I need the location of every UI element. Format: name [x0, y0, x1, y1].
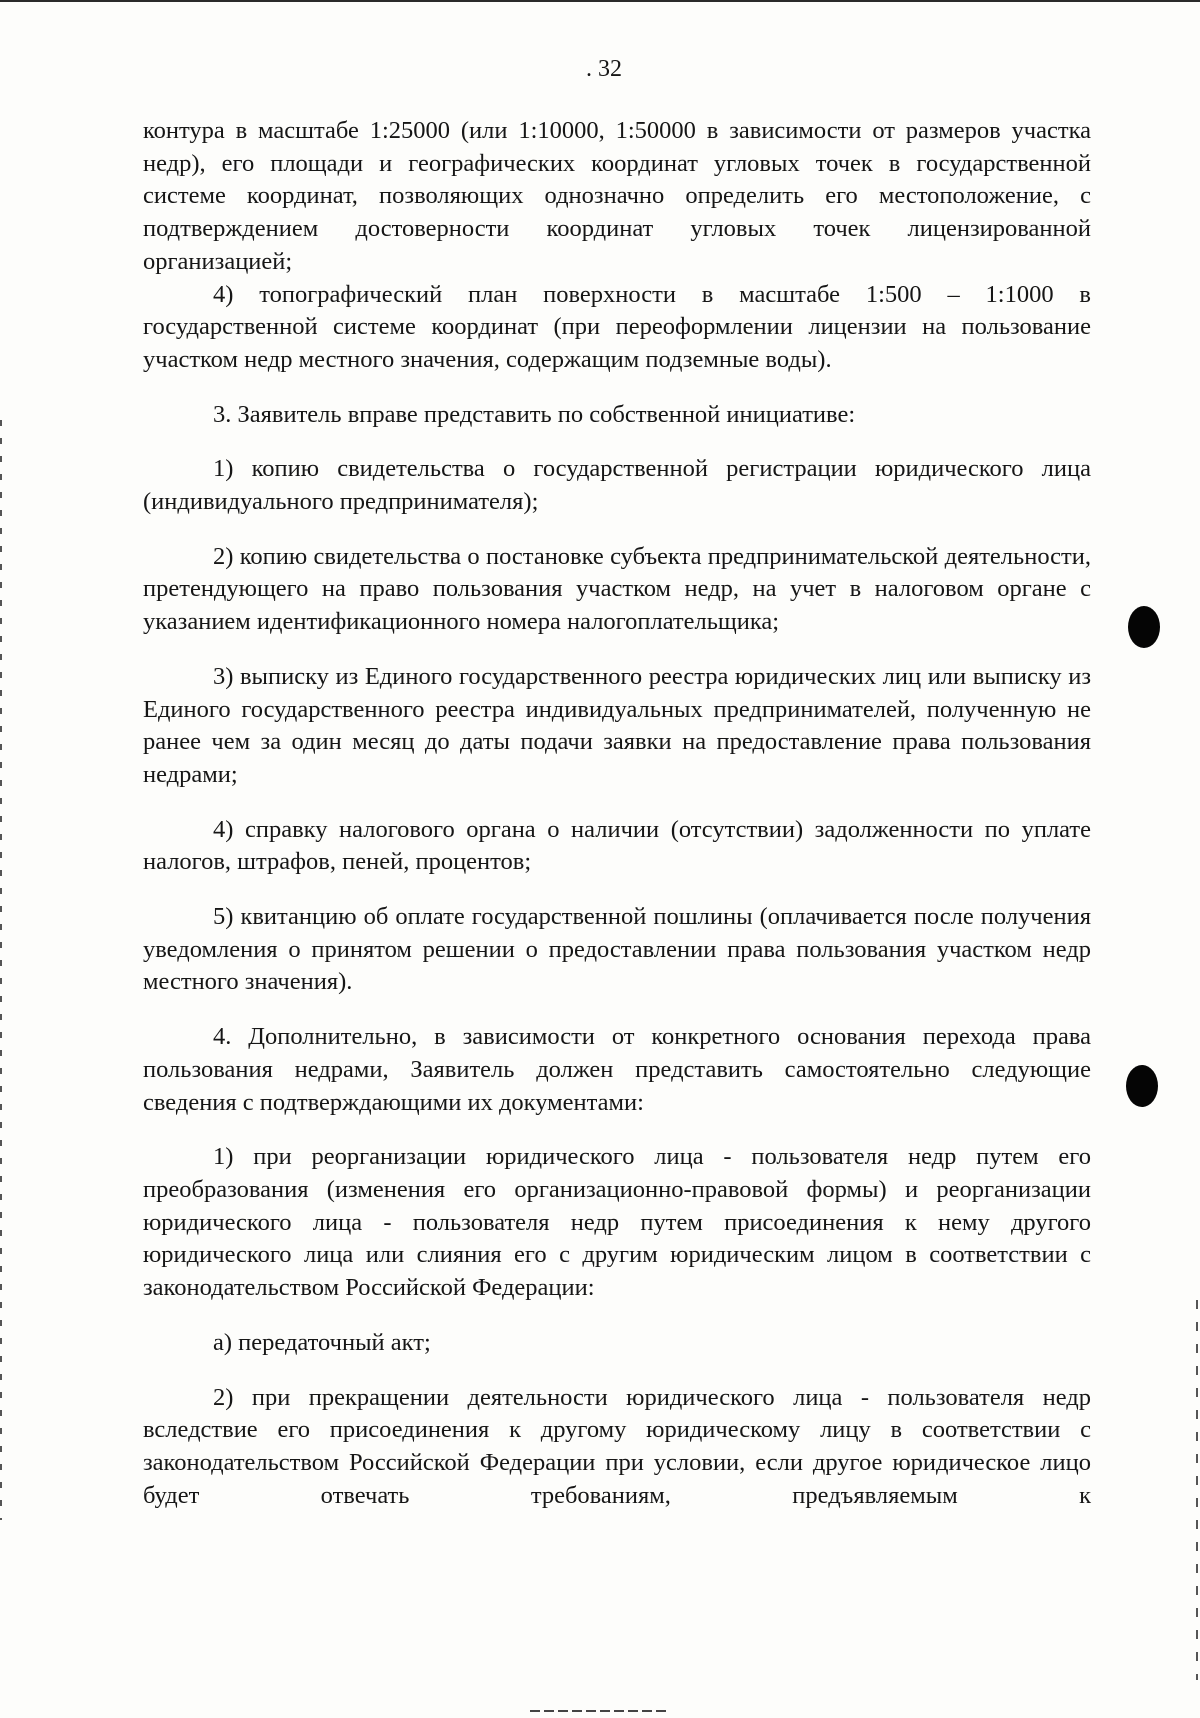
- paragraph-termination: 2) при прекращении деятельности юридического лица - пользователя недр вследствие его присоединения к другому юридическому лицу в соответствии с законодательством Российской Федерации при условии, если другое юридическое лицо будет отвечать требованиям, предъявляемым к: [143, 1383, 1091, 1509]
- scan-right-edge: [1196, 1300, 1198, 1680]
- paragraph-subitem-a: а) передаточный акт;: [213, 1328, 431, 1356]
- scan-top-edge: [0, 0, 1200, 2]
- paragraph-item-5: 5) квитанцию об оплате государственной пошлины (оплачивается после получения уведомления о принятом решении о предоставлении права пользования участком недр местного значения).: [143, 903, 1091, 996]
- paragraph-item-4: 4) справку налогового органа о наличии (отсутствии) задолженности по уплате налогов, штрафов, пеней, процентов;: [143, 815, 1091, 876]
- page-number: . 32: [586, 56, 622, 82]
- scan-left-edge: [0, 420, 2, 1520]
- paragraph-reorganization: 1) при реорганизации юридического лица - пользователя недр путем его преобразования (изменения его организационно-правовой формы) и реорганизации юридического лица - пользователя недр путем присоединения к нему другого юридического лица или слияния его с другим юридическим лицом в соответствии с законодательством Российской Федерации:: [143, 1143, 1091, 1302]
- punch-hole-mark: [1128, 606, 1160, 648]
- paragraph-item-4-topographic-plan: 4) топографический план поверхности в масштабе 1:500 – 1:1000 в государственной системе координат (при переоформлении лицензии на пользование участком недр местного значения, содержащим подземные воды).: [143, 280, 1091, 373]
- punch-hole-mark: [1126, 1065, 1158, 1107]
- paragraph-section-4: 4. Дополнительно, в зависимости от конкретного основания перехода права пользования недрами, Заявитель должен представить самостоятельно следующие сведения с подтверждающими их документами:: [143, 1023, 1091, 1116]
- paragraph-item-2: 2) копию свидетельства о постановке субъекта предпринимательской деятельности, претендующего на право пользования участком недр, на учет в налоговом органе с указанием идентификационного номера налогоплательщика;: [143, 542, 1091, 636]
- paragraph-continuation: контура в масштабе 1:25000 (или 1:10000, 1:50000 в зависимости от размеров участка недр), его площади и географических координат угловых точек в государственной системе координат, позволяющих однозначно определить его местоположение, с подтверждением достоверности координат угловых точек лицензированной организацией;: [143, 117, 1091, 275]
- document-body: [143, 115, 1091, 1512]
- paragraph-item-3: 3) выписку из Единого государственного реестра юридических лиц или выписку из Единого государственного реестра индивидуальных предпринимателей, полученную не ранее чем за один месяц до даты подачи заявки на предоставление права пользования недрами;: [143, 662, 1091, 788]
- paragraph-section-3: 3. Заявитель вправе представить по собственной инициативе:: [213, 400, 856, 428]
- paragraph-item-1: 1) копию свидетельства о государственной регистрации юридического лица (индивидуального предпринимателя);: [143, 455, 1091, 516]
- scan-bottom-mark: [530, 1710, 670, 1712]
